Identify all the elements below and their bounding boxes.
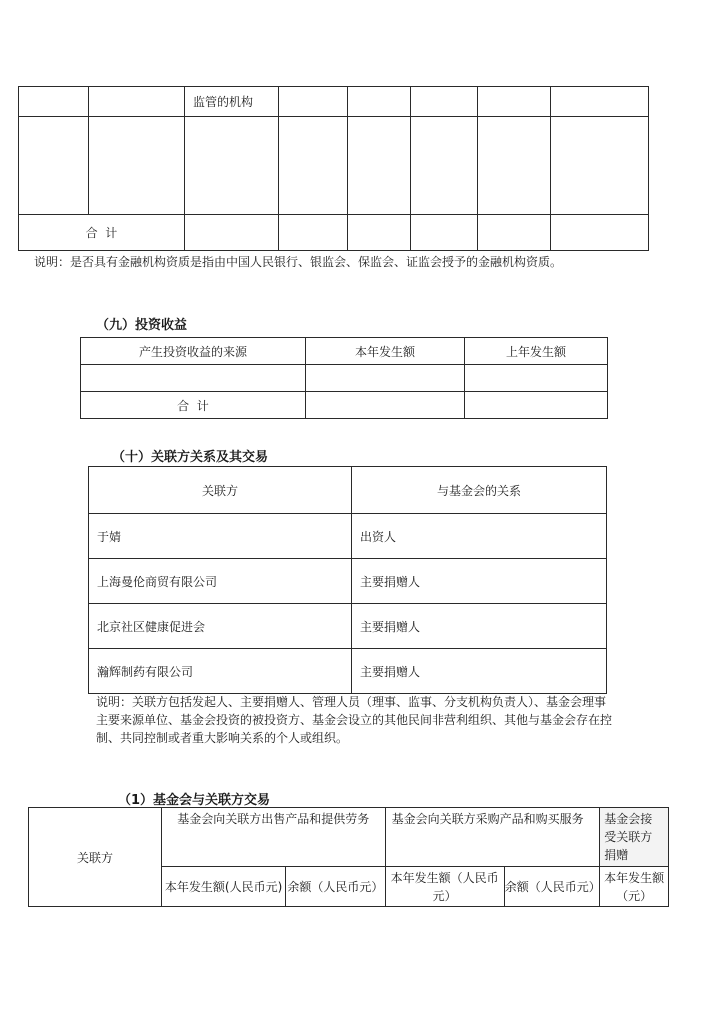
header-income-source: 产生投资收益的来源 (81, 338, 306, 365)
table-investment-income (80, 337, 608, 419)
header-current-year: 本年发生额 (306, 338, 465, 365)
section10-title: （十）关联方关系及其交易 (112, 450, 269, 465)
party-relation: 主要捐赠人 (352, 604, 607, 649)
table-row (89, 604, 607, 649)
header-related-party: 关联方 (89, 467, 352, 514)
table1-note: 说明：是否具有金融机构资质是指由中国人民银行、银监会、保监会、证监会授予的金融机构资质。 (34, 255, 563, 269)
subheader-sell-balance: 余额（人民币元） (286, 867, 385, 907)
subheader-buy-balance: 余额（人民币元） (504, 867, 599, 907)
party-name: 于婧 (89, 514, 352, 559)
header-cell-regulator: 监管的机构 (185, 87, 279, 117)
table-related-parties (88, 466, 607, 694)
table-financial-institutions (18, 86, 649, 251)
table-row (89, 559, 607, 604)
subheader-sell-amount: 本年发生额(人民币元) (162, 867, 286, 907)
section10-note: 说明：关联方包括发起人、主要捐赠人、管理人员（理事、监事、分支机构负责人）、基金会理事主要来源单位、基金会投资的被投资方、基金会设立的其他民间非营利组织、其他与基金会存在控制、共同控制或者重大影响关系的个人或组织。 (96, 695, 613, 745)
section9-title: （九）投资收益 (96, 318, 188, 333)
total-label: 合 计 (19, 215, 185, 251)
subheader-buy-amount: 本年发生额（人民币元） (385, 867, 504, 907)
party-name: 北京社区健康促进会 (89, 604, 352, 649)
section10-1-title: （1）基金会与关联方交易 (118, 793, 271, 808)
header-previous-year: 上年发生额 (465, 338, 608, 365)
table-row (89, 514, 607, 559)
header-party: 关联方 (29, 808, 162, 907)
total-label: 合 计 (81, 392, 306, 419)
party-name: 上海曼伦商贸有限公司 (89, 559, 352, 604)
header-relationship: 与基金会的关系 (352, 467, 607, 514)
subheader-donation-amount: 本年发生额（元） (600, 867, 669, 907)
table-related-party-transactions (28, 807, 669, 907)
header-donation: 基金会接受关联方捐赠 (600, 808, 669, 867)
header-sell: 基金会向关联方出售产品和提供劳务 (162, 808, 386, 867)
party-relation: 主要捐赠人 (352, 649, 607, 694)
party-name: 瀚辉制药有限公司 (89, 649, 352, 694)
header-buy: 基金会向关联方采购产品和购买服务 (385, 808, 600, 867)
party-relation: 出资人 (352, 514, 607, 559)
party-relation: 主要捐赠人 (352, 559, 607, 604)
table-row (89, 649, 607, 694)
